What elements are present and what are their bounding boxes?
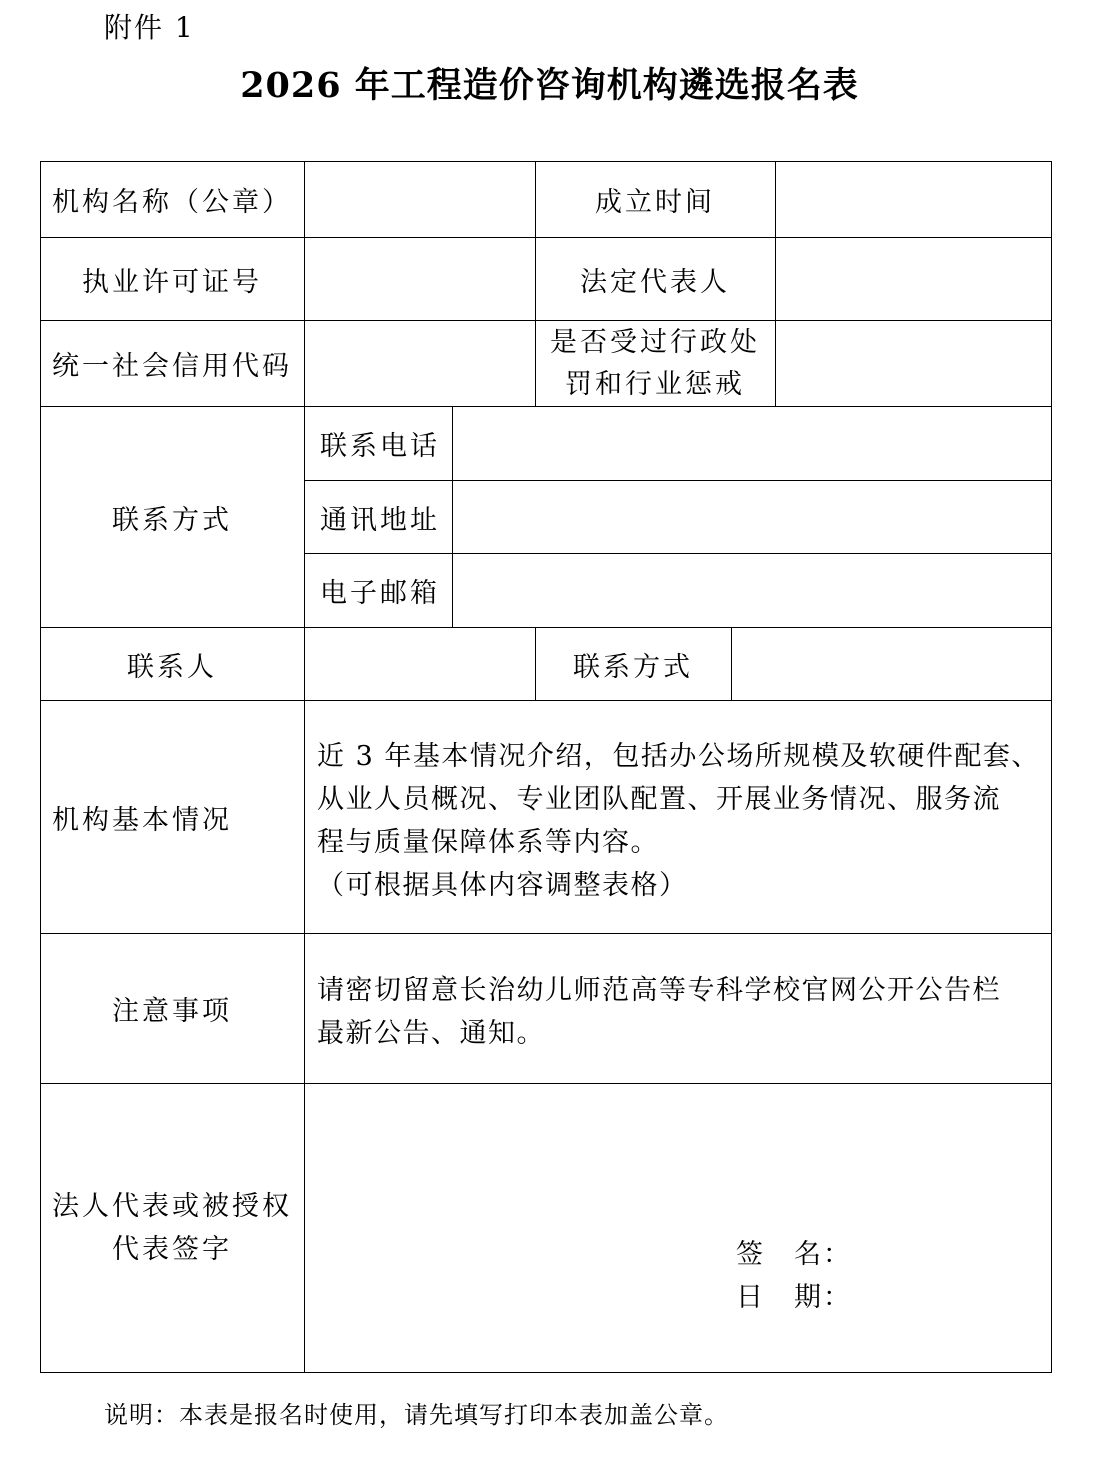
signature-area[interactable] (305, 1084, 1051, 1372)
penalty-label-line1: 是否受过行政处 (550, 326, 760, 358)
org-name-field[interactable] (305, 162, 535, 237)
penalty-label (535, 321, 775, 406)
table-border-bottom (40, 1372, 1052, 1373)
notice-line: 请密切留意长治幼儿师范高等专科学校官网公开公告栏 (317, 975, 1001, 1006)
credit-code-label: 统一社会信用代码 (52, 351, 292, 382)
address-field[interactable] (453, 481, 1051, 553)
basic-info-line: 近 3 年基本情况介绍，包括办公场所规模及软硬件配套、 (317, 741, 1040, 772)
phone-field[interactable] (453, 407, 1051, 480)
contact-person-method-field[interactable] (732, 628, 1051, 700)
legal-representative-label: 法定代表人 (580, 266, 730, 298)
basic-info-line: 程与质量保障体系等内容。 (317, 827, 659, 858)
email-label: 电子邮箱 (320, 578, 440, 609)
basic-info-line: （可根据具体内容调整表格） (317, 870, 688, 901)
legal-representative-field[interactable] (776, 238, 1051, 320)
penalty-field[interactable] (776, 321, 1051, 406)
basic-info-label: 机构基本情况 (52, 804, 232, 836)
license-number-field[interactable] (305, 238, 535, 320)
phone-label: 联系电话 (320, 431, 440, 462)
address-label: 通讯地址 (320, 504, 440, 536)
sign-name-label: 签 名： (736, 1239, 852, 1270)
footer-note: 说明：本表是报名时使用，请先填写打印本表加盖公章。 (104, 1401, 729, 1429)
contact-person-field[interactable] (305, 628, 535, 700)
credit-code-field[interactable] (305, 321, 535, 406)
registration-form-table (40, 161, 1052, 1373)
signature-label-line1: 法人代表或被授权 (52, 1191, 292, 1222)
basic-info-line: 从业人员概况、专业团队配置、开展业务情况、服务流 (317, 784, 1001, 815)
license-number-label: 执业许可证号 (82, 266, 262, 298)
contact-person-label: 联系人 (127, 651, 217, 683)
notice-label: 注意事项 (112, 996, 232, 1027)
org-name-label: 机构名称（公章） (52, 186, 292, 218)
contact-person-method-label: 联系方式 (573, 651, 693, 683)
signature-label-line2: 代表签字 (112, 1234, 232, 1265)
penalty-label-line2: 罚和行业惩戒 (565, 368, 745, 400)
founded-date-field[interactable] (776, 162, 1051, 237)
basic-info-description[interactable] (317, 735, 1047, 907)
page-title: 2026 年工程造价咨询机构遴选报名表 (240, 65, 859, 106)
email-field[interactable] (453, 554, 1051, 627)
notice-line: 最新公告、通知。 (317, 1018, 545, 1049)
sign-date-label: 日 期： (736, 1282, 852, 1313)
table-border-right (1051, 161, 1052, 1373)
notice-text (317, 969, 1047, 1055)
attachment-label: 附件 1 (104, 11, 195, 44)
contact-method-label: 联系方式 (112, 504, 232, 536)
signature-label (40, 1084, 304, 1372)
founded-date-label: 成立时间 (595, 186, 715, 218)
